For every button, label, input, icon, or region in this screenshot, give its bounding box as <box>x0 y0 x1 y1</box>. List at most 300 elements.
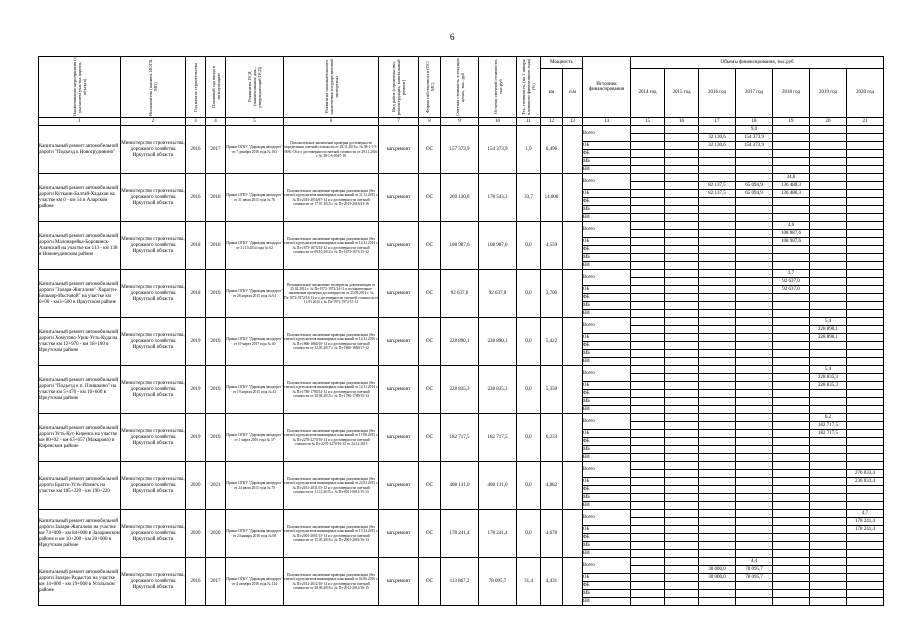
year-ob <box>699 286 736 294</box>
year-ob <box>847 286 884 294</box>
year-ob <box>810 478 847 486</box>
project-row <box>39 318 884 326</box>
year-empty <box>847 486 884 494</box>
year-empty <box>699 590 736 598</box>
year-empty <box>847 246 884 254</box>
year-total <box>736 326 773 334</box>
property-form: ОС <box>419 462 441 510</box>
year-total <box>773 470 810 478</box>
year-capacity <box>736 270 773 278</box>
year-capacity <box>665 462 699 470</box>
source-label: МБ <box>583 542 631 550</box>
project-row <box>39 366 884 374</box>
year-total <box>847 374 884 382</box>
remaining-cost: 92 637,0 <box>479 270 517 318</box>
year-empty <box>773 254 810 262</box>
year-ob <box>699 334 736 342</box>
end-year: 2017 <box>206 126 226 174</box>
source-label: МБ <box>583 494 631 502</box>
year-capacity <box>665 270 699 278</box>
year-empty <box>847 150 884 158</box>
year-ob: 92 637,0 <box>773 286 810 294</box>
project-customer: Министерство строительства, дорожного хозяйства Иркутской области <box>121 366 186 414</box>
year-ob <box>631 574 665 582</box>
source-label: Всего <box>583 318 631 334</box>
source-label: Всего <box>583 414 631 430</box>
year-empty <box>773 214 810 222</box>
year-ob <box>665 190 699 198</box>
source-label: ФБ <box>583 150 631 158</box>
year-empty <box>736 206 773 214</box>
year-capacity <box>773 510 810 518</box>
year-ob <box>773 334 810 342</box>
year-empty <box>847 262 884 270</box>
readiness-percent: 0,0 <box>517 462 541 510</box>
remaining-cost: 182 717,5 <box>479 414 517 462</box>
year-empty <box>699 390 736 398</box>
property-form: ОС <box>419 126 441 174</box>
source-label: ОБ <box>583 478 631 486</box>
source-label: Всего <box>583 558 631 574</box>
psd-requisites: Приказ ОГКУ "Дирекция автодорог" от 31.10.2014 года № 62 <box>226 222 284 270</box>
year-empty <box>847 358 884 366</box>
year-capacity <box>631 558 665 566</box>
year-ob <box>631 430 665 438</box>
psd-requisites: Приказ ОГКУ "Дирекция автодорог" от 19 апреля 2015 года № 45 <box>226 366 284 414</box>
source-label: ВИ <box>583 166 631 174</box>
year-empty <box>631 390 665 398</box>
year-capacity <box>699 270 736 278</box>
project-row <box>39 510 884 518</box>
year-total <box>699 326 736 334</box>
year-capacity <box>847 558 884 566</box>
property-form: ОС <box>419 414 441 462</box>
end-year: 2019 <box>206 414 226 462</box>
hdr-year-2019: 2019 год <box>810 69 847 118</box>
hdr-year-2014: 2014 год <box>631 69 665 118</box>
work-type: кап.ремонт <box>379 558 419 606</box>
year-empty <box>665 502 699 510</box>
year-empty <box>810 246 847 254</box>
expertise-requisites: Положительное заключение проверки документации (без сметы) и результатов инженерных изысканий от 15.12.2015 г. № Пз-2001-2001/15-14 и о достоверности сметной стоимости от 15.05.2016 г. № Пз-2001-2001/16-14 <box>284 510 379 558</box>
year-empty <box>736 494 773 502</box>
capacity-pm <box>563 558 583 606</box>
year-empty <box>810 198 847 206</box>
hdr-end: Плановый год ввода в эксплуатацию <box>206 57 226 118</box>
year-empty <box>665 302 699 310</box>
year-total: 182 717,5 <box>810 422 847 430</box>
year-ob <box>847 190 884 198</box>
year-total <box>810 566 847 574</box>
capacity-pm <box>563 174 583 222</box>
column-number: 8 <box>419 118 441 126</box>
year-empty <box>631 494 665 502</box>
source-label: ОБ <box>583 382 631 390</box>
year-empty <box>736 598 773 606</box>
hdr-volumes: Объемы финансирования, тыс.руб <box>631 57 884 69</box>
year-empty <box>810 206 847 214</box>
year-empty <box>665 446 699 454</box>
source-label: ФБ <box>583 534 631 542</box>
year-total <box>736 278 773 286</box>
project-customer: Министерство строительства, дорожного хозяйства Иркутской области <box>121 174 186 222</box>
year-capacity <box>736 462 773 470</box>
readiness-percent: 0,0 <box>517 414 541 462</box>
year-total <box>810 182 847 190</box>
year-empty <box>699 214 736 222</box>
year-capacity <box>773 126 810 134</box>
expertise-requisites: Положительное заключение проверки документации (без сметы) и результатов инженерных изысканий от 17.06.2015 г. № Пз-2270-2270/16-14 и о достоверности сметной стоимости № Пз-2270-2270/16-15 от 24.12.2015 <box>284 414 379 462</box>
year-empty <box>810 214 847 222</box>
year-capacity <box>810 558 847 566</box>
year-empty <box>810 406 847 414</box>
work-type: кап.ремонт <box>379 318 419 366</box>
year-total <box>736 374 773 382</box>
year-empty <box>736 542 773 550</box>
source-label: Всего <box>583 222 631 238</box>
expertise-requisites: Положительное заключение проверки документации (без сметы) и результатов инженерных изысканий от 12.11.2014 г. № Пз-1780-1780/14-14 и о достоверности сметной стоимости от 20.04.2015 г. № Пз-1780-1780/15-14 <box>284 366 379 414</box>
expertise-requisites: Положительное заключение проверки документации (без сметы) и результатов инженерных изысканий от 22.03.2015 г. № Пз-2031-2031/15-12 и о достоверности сметной стоимости от 31.12.2015 г. № Пз-0011-0011/15-13 <box>284 462 379 510</box>
source-label: ФБ <box>583 390 631 398</box>
source-label: ВИ <box>583 406 631 414</box>
project-row <box>39 174 884 182</box>
year-total: 154 373,9 <box>736 134 773 142</box>
year-total: 270 033,4 <box>847 470 884 478</box>
hdr-docs: Реквизиты положительного заключения государственной экспертизы <box>284 57 379 118</box>
year-empty <box>773 486 810 494</box>
work-type: кап.ремонт <box>379 270 419 318</box>
year-empty <box>665 350 699 358</box>
year-empty <box>736 454 773 462</box>
work-type: кап.ремонт <box>379 174 419 222</box>
year-ob <box>631 190 665 198</box>
year-capacity <box>736 414 773 422</box>
year-capacity <box>847 414 884 422</box>
hdr-year-2015: 2015 год <box>665 69 699 118</box>
year-empty <box>665 454 699 462</box>
year-empty <box>631 486 665 494</box>
year-ob: 108 987,6 <box>773 238 810 246</box>
year-empty <box>773 550 810 558</box>
year-empty <box>773 534 810 542</box>
year-empty <box>665 150 699 158</box>
year-empty <box>736 198 773 206</box>
capacity-pm <box>563 510 583 558</box>
estimate-cost: 228 835,3 <box>441 366 479 414</box>
column-number: 3 <box>186 118 206 126</box>
year-total <box>665 422 699 430</box>
year-ob <box>736 430 773 438</box>
year-capacity <box>773 558 810 566</box>
capacity-pm <box>563 270 583 318</box>
remaining-cost: 228 890,1 <box>479 318 517 366</box>
year-empty <box>631 550 665 558</box>
year-capacity: 3,7 <box>773 270 810 278</box>
end-year: 2020 <box>206 510 226 558</box>
remaining-cost: 154 373,9 <box>479 126 517 174</box>
year-empty <box>631 166 665 174</box>
year-ob: 236 033,4 <box>847 478 884 486</box>
column-number: 4 <box>206 118 226 126</box>
hdr-readiness: Тех. готовность, (на 1 января планового финансового года) (%) <box>517 57 541 118</box>
year-empty <box>699 294 736 302</box>
source-label: ОБ <box>583 238 631 246</box>
year-empty <box>699 254 736 262</box>
project-row <box>39 270 884 278</box>
column-number: 16 <box>665 118 699 126</box>
source-label: Всего <box>583 270 631 286</box>
year-empty <box>847 254 884 262</box>
year-ob <box>736 286 773 294</box>
column-number: 5 <box>226 118 284 126</box>
source-label: Всего <box>583 126 631 142</box>
year-capacity <box>665 318 699 326</box>
year-empty <box>810 398 847 406</box>
year-empty <box>699 158 736 166</box>
year-empty <box>736 214 773 222</box>
year-empty <box>773 590 810 598</box>
readiness-percent: 33,7 <box>517 174 541 222</box>
remaining-cost: 408 131,0 <box>479 462 517 510</box>
year-empty <box>631 254 665 262</box>
year-empty <box>773 494 810 502</box>
year-total <box>699 230 736 238</box>
column-number: 18 <box>736 118 773 126</box>
year-total <box>665 470 699 478</box>
hdr-property: Форма собственности (ОС/МС) <box>419 57 441 118</box>
readiness-percent: 0,0 <box>517 366 541 414</box>
year-ob <box>665 574 699 582</box>
capacity-km: 4,882 <box>541 462 563 510</box>
year-empty <box>810 454 847 462</box>
year-capacity <box>699 558 736 566</box>
estimate-cost: 113 867,2 <box>441 558 479 606</box>
year-empty <box>810 534 847 542</box>
estimate-cost: 108 987,6 <box>441 222 479 270</box>
year-ob <box>736 526 773 534</box>
year-empty <box>736 398 773 406</box>
source-label: МБ <box>583 350 631 358</box>
year-total <box>699 374 736 382</box>
year-ob <box>736 478 773 486</box>
year-empty <box>736 390 773 398</box>
year-empty <box>631 446 665 454</box>
year-empty <box>736 550 773 558</box>
project-customer: Министерство строительства, дорожного хозяйства Иркутской области <box>121 318 186 366</box>
readiness-percent: 31,4 <box>517 558 541 606</box>
year-capacity <box>773 462 810 470</box>
year-empty <box>736 582 773 590</box>
year-empty <box>810 350 847 358</box>
year-empty <box>665 390 699 398</box>
year-total <box>631 182 665 190</box>
year-capacity <box>810 510 847 518</box>
project-name: Капитальный ремонт автомобильной дороги Братск-Усть-Илимск на участке км 185+220 - км 190+220 <box>39 462 121 510</box>
year-empty <box>631 406 665 414</box>
year-empty <box>810 446 847 454</box>
year-capacity <box>847 174 884 182</box>
capacity-pm <box>563 222 583 270</box>
year-empty <box>665 262 699 270</box>
year-empty <box>847 406 884 414</box>
year-total <box>631 518 665 526</box>
year-empty <box>736 294 773 302</box>
year-empty <box>631 206 665 214</box>
year-empty <box>847 438 884 446</box>
year-total <box>665 182 699 190</box>
end-year: 2018 <box>206 222 226 270</box>
year-ob <box>773 142 810 150</box>
year-ob <box>631 478 665 486</box>
estimate-cost: 157 373,9 <box>441 126 479 174</box>
work-type: кап.ремонт <box>379 222 419 270</box>
year-empty <box>699 438 736 446</box>
capacity-km: 4,431 <box>541 558 563 606</box>
project-row <box>39 462 884 470</box>
year-ob: 228 890,1 <box>810 334 847 342</box>
end-year: 2017 <box>206 558 226 606</box>
year-empty <box>736 310 773 318</box>
year-empty <box>847 198 884 206</box>
year-total <box>699 518 736 526</box>
year-ob <box>736 334 773 342</box>
year-capacity <box>847 222 884 230</box>
remaining-cost: 178 241,4 <box>479 510 517 558</box>
year-capacity <box>631 510 665 518</box>
year-empty <box>847 158 884 166</box>
year-capacity <box>736 366 773 374</box>
project-name: Капитальный ремонт автомобильной дороги "Подъезд к Новогрудинино" <box>39 126 121 174</box>
year-ob: 136 480,3 <box>773 190 810 198</box>
capacity-pm <box>563 318 583 366</box>
year-ob <box>665 478 699 486</box>
hdr-cap-km: км <box>541 69 563 118</box>
year-empty <box>665 158 699 166</box>
year-ob <box>847 334 884 342</box>
year-empty <box>665 534 699 542</box>
year-empty <box>631 246 665 254</box>
year-capacity <box>736 318 773 326</box>
source-label: ВИ <box>583 454 631 462</box>
year-total <box>847 422 884 430</box>
estimate-cost: 228 890,1 <box>441 318 479 366</box>
year-total <box>847 278 884 286</box>
year-empty <box>810 262 847 270</box>
year-empty <box>736 350 773 358</box>
year-total <box>773 518 810 526</box>
year-capacity <box>699 222 736 230</box>
year-capacity <box>810 462 847 470</box>
year-total <box>810 278 847 286</box>
year-total: 78 095,7 <box>736 566 773 574</box>
year-empty <box>847 302 884 310</box>
year-empty <box>773 158 810 166</box>
year-total <box>810 230 847 238</box>
year-empty <box>773 358 810 366</box>
year-capacity <box>699 126 736 134</box>
psd-requisites: Приказ ОГКУ "Дирекция автодорог" от 19 марта 2017 года № 40 <box>226 318 284 366</box>
register-table <box>38 56 884 606</box>
year-capacity <box>847 462 884 470</box>
project-row <box>39 222 884 230</box>
column-number: 19 <box>773 118 810 126</box>
start-year: 2018 <box>186 222 206 270</box>
year-empty <box>665 342 699 350</box>
year-capacity: 5,4 <box>810 318 847 326</box>
readiness-percent: 0,0 <box>517 270 541 318</box>
work-type: кап.ремонт <box>379 462 419 510</box>
year-total <box>665 374 699 382</box>
source-label: ОБ <box>583 430 631 438</box>
year-empty <box>810 342 847 350</box>
year-empty <box>847 206 884 214</box>
year-ob <box>665 526 699 534</box>
readiness-percent: 0,0 <box>517 222 541 270</box>
source-label: ОБ <box>583 574 631 582</box>
year-ob <box>699 382 736 390</box>
year-ob <box>665 286 699 294</box>
register-body <box>39 126 884 606</box>
year-ob <box>810 190 847 198</box>
year-total <box>665 134 699 142</box>
year-ob <box>665 430 699 438</box>
year-capacity: 4,6 <box>773 222 810 230</box>
year-capacity <box>847 126 884 134</box>
year-empty <box>736 502 773 510</box>
year-empty <box>773 310 810 318</box>
year-empty <box>631 294 665 302</box>
psd-requisites: Приказ ОГКУ "Дирекция автодорог" от 24 января 2016 года № 08 <box>226 510 284 558</box>
hdr-name: Наименование мероприятия (с указанием участка дороги, объекта) <box>39 57 121 118</box>
year-empty <box>736 158 773 166</box>
year-ob: 78 095,7 <box>736 574 773 582</box>
year-total <box>631 326 665 334</box>
psd-requisites: Приказ ОГКУ "Дирекция автодорог" от 4 октября 2016 года № 124 <box>226 558 284 606</box>
start-year: 2020 <box>186 462 206 510</box>
year-empty <box>847 398 884 406</box>
source-label: ФБ <box>583 198 631 206</box>
project-customer: Министерство строительства, дорожного хозяйства Иркутской области <box>121 558 186 606</box>
year-capacity <box>736 174 773 182</box>
year-capacity <box>699 414 736 422</box>
year-empty <box>810 502 847 510</box>
year-empty <box>847 582 884 590</box>
year-capacity <box>810 270 847 278</box>
expertise-requisites: Положительное заключение экспертизы документации от 25.02.2014 г. № Пз-1972-1972/14-11 и положительное заключение проверки достоверности от 25.09.2014 г. № Пз-1972-1972/14-12 и о достоверности сметной стоимости от 11.03.2015 г. № Пз-1972-1972/15-12 <box>284 270 379 318</box>
year-total <box>631 230 665 238</box>
year-total <box>847 182 884 190</box>
year-empty <box>847 350 884 358</box>
source-label: ВИ <box>583 358 631 366</box>
year-capacity <box>699 366 736 374</box>
year-empty <box>665 310 699 318</box>
start-year: 2020 <box>186 510 206 558</box>
year-empty <box>810 486 847 494</box>
source-label: МБ <box>583 590 631 598</box>
property-form: ОС <box>419 222 441 270</box>
year-capacity <box>847 318 884 326</box>
hdr-start: Год начала строительства <box>186 57 206 118</box>
project-name: Капитальный ремонт автомобильной дороги "Подъезд к п. Плишкино" на участке км 5+470 - км 10+600 в Иркутском районе <box>39 366 121 414</box>
year-empty <box>810 494 847 502</box>
year-empty <box>736 438 773 446</box>
start-year: 2016 <box>186 174 206 222</box>
year-empty <box>847 390 884 398</box>
year-empty <box>773 166 810 174</box>
year-ob <box>773 478 810 486</box>
year-empty <box>631 158 665 166</box>
year-empty <box>631 454 665 462</box>
